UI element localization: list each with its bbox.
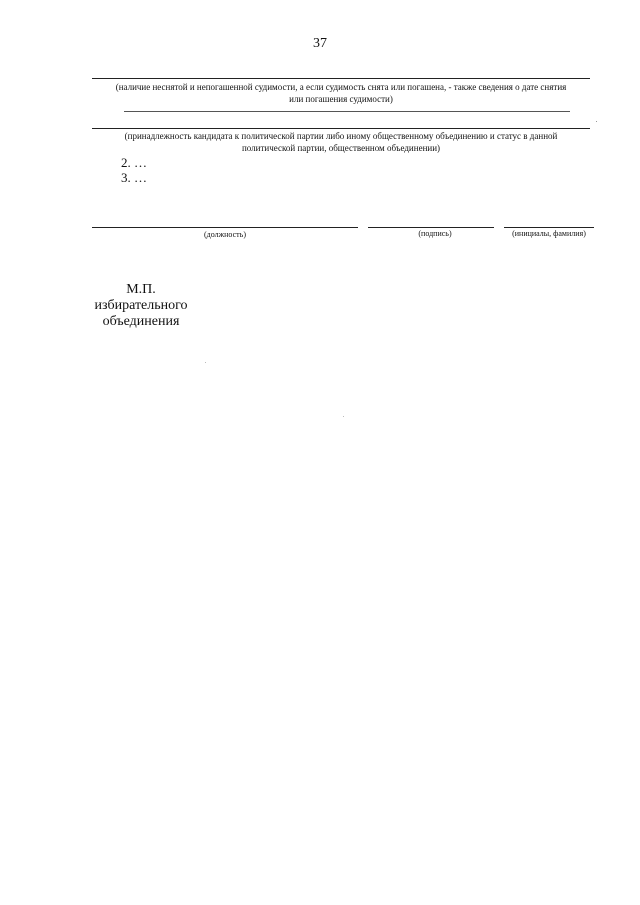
criminal-record-caption-line1: (наличие неснятой и непогашенной судимости, а если судимость снята или погашена, - также сведения о дате снятия xyxy=(115,82,567,92)
name-caption: (инициалы, фамилия) xyxy=(512,229,586,238)
criminal-record-caption-line2: или погашения судимости) xyxy=(289,94,393,104)
list-item-3: 3. … xyxy=(121,170,147,185)
party-membership-caption-line2: политической партии, общественном объединении) xyxy=(241,143,441,153)
signature-caption: (подпись) xyxy=(418,229,452,238)
name-line xyxy=(504,227,594,228)
position-caption: (должность) xyxy=(204,230,246,239)
stamp-placeholder xyxy=(86,282,196,330)
scan-speck xyxy=(596,121,597,122)
signature-line xyxy=(368,227,494,228)
list-item-2: 2. … xyxy=(121,155,147,170)
stamp-line3: объединения xyxy=(102,314,180,329)
scan-speck xyxy=(205,362,206,363)
stamp-line1: М.П. xyxy=(126,282,156,297)
party-membership-caption-line1: (принадлежность кандидата к политической партии либо иному общественному объединению и статус в данной xyxy=(124,131,558,141)
party-membership-line xyxy=(92,128,590,129)
criminal-record-line xyxy=(92,78,590,79)
scan-speck xyxy=(343,416,344,417)
stamp-line2: избирательного xyxy=(94,298,188,313)
criminal-record-line-2 xyxy=(124,111,570,112)
position-line xyxy=(92,227,358,228)
page-number: 37 xyxy=(313,36,327,51)
